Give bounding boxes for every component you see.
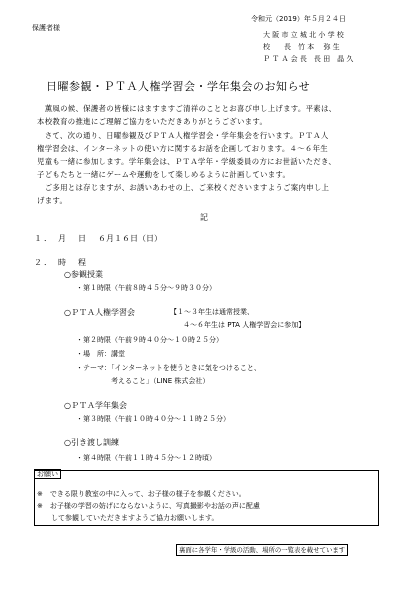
notice-box <box>34 470 379 526</box>
body-line: ご多用とは存じますが、お誘いあわせの上、ご来校くださいますようご案内申し上 <box>37 183 330 192</box>
body-line: さて、次の通り、日曜参観及びＰＴＡ人権学習会・学年集会を行います。ＰＴＡ人 <box>37 131 329 140</box>
event-detail: ・第３時限（午前１０時４０分～１１時２５分） <box>76 415 230 423</box>
body-line: 児童も一緒に参加します。学年集会は、ＰＴＡ学年・学級委員の方にお世話いただき、 <box>37 157 337 166</box>
section-2-label: 時 程 <box>58 258 88 267</box>
body-line: 子どもたちと一緒にゲームや運動をして楽しめるように計画しています。 <box>37 170 291 179</box>
sender-pta-chair: Ｐ Ｔ Ａ 会 長 長 田 晶 久 <box>263 55 354 63</box>
event-title: ○参観授業 <box>64 270 103 279</box>
event-detail: ・場 所：講堂 <box>76 350 125 358</box>
section-1-value: ６月１６日（日） <box>98 234 162 243</box>
footer-note: 裏面に各学年・学級の活動、場所の一覧表を載せています <box>176 544 348 556</box>
notice-item: ※ できる限り教室の中に入って、お子様の様子を参観ください。 <box>37 490 246 498</box>
notice-label: お願い <box>34 469 61 479</box>
body-line: 権学習会は、インターネットの使い方に関するお話を企画しております。４～６年生 <box>37 144 328 153</box>
document-title: 日曜参観・ＰＴＡ人権学習会・学年集会のお知らせ <box>46 80 311 93</box>
event-title: ○ＰＴＡ人権学習会 <box>64 308 135 317</box>
sender-principal: 校 長 竹 本 弥 生 <box>263 43 340 51</box>
recipient: 保護者様 <box>32 24 60 32</box>
event-title: ○引き渡し訓練 <box>64 438 119 447</box>
section-2-number: ２． <box>34 258 54 267</box>
event-detail: 考えること」（LINE 株式会社） <box>76 377 210 385</box>
body-line: 薫風の候、保護者の皆様にはますますご清祥のこととお喜び申し上げます。平素は、 <box>37 104 337 113</box>
notice-item: ※ お子様の学習の妨げにならないように、写真撮影やお話の声に配慮 <box>37 502 260 510</box>
event-detail: ・第２時限（午前９時４０分～１０時２５分） <box>76 336 223 344</box>
event-note: 【１～３年生は通常授業、 <box>170 308 254 316</box>
event-detail: ・第１時限（午前８時４５分～９時３０分） <box>76 284 216 292</box>
section-1-number: １． <box>34 234 54 243</box>
event-detail: ・第４時限（午前１１時４５分～１２時頃） <box>76 454 216 462</box>
body-line: げます。 <box>37 196 68 205</box>
event-title: ○ＰＴＡ学年集会 <box>64 401 127 410</box>
event-note: ４～６年生は PTA 人権学習会に参加】 <box>183 321 306 329</box>
sender-school: 大 阪 市 立 城 北 小 学 校 <box>263 31 344 39</box>
section-1-label: 月 日 <box>58 234 88 243</box>
body-line: 本校教育の推進にご理解ご協力をいただきありがとうございます。 <box>37 117 268 126</box>
notice-item: して参観していただきますようご協力お願いします。 <box>37 514 219 522</box>
ki-heading: 記 <box>200 213 208 222</box>
issue-date: 令和元（2019）年５月２４日 <box>251 15 346 23</box>
event-detail: ・テーマ：「インターネットを使うときに気をつけること、 <box>76 364 261 372</box>
